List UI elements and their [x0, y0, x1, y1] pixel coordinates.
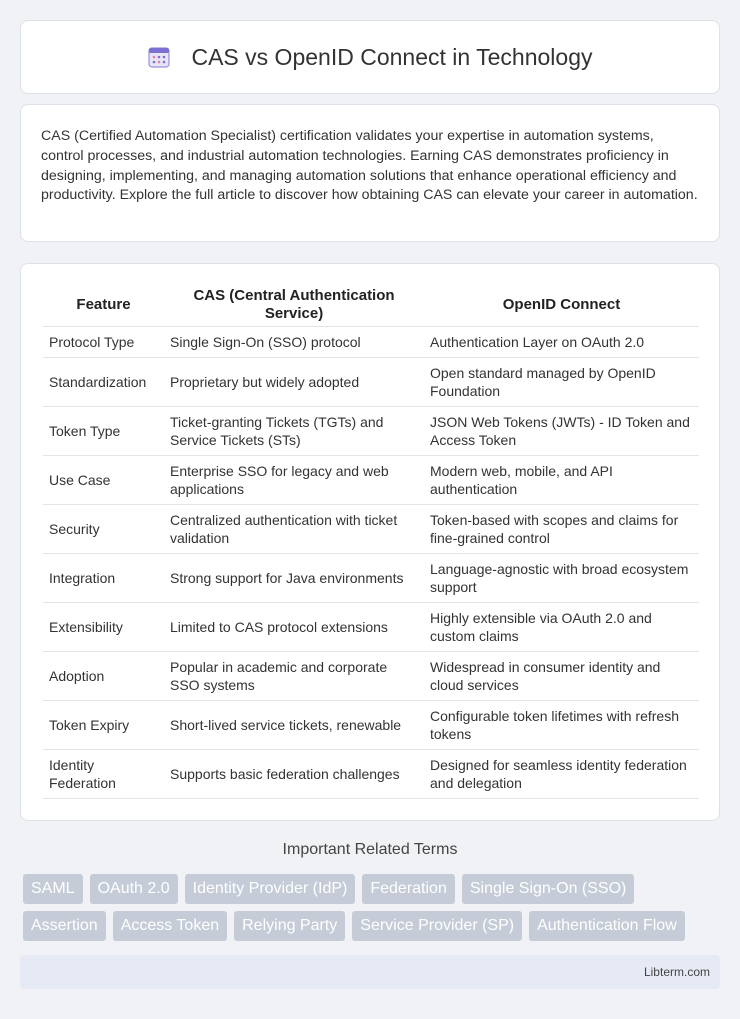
cas-cell: Limited to CAS protocol extensions — [164, 602, 424, 651]
related-term-tag[interactable]: Relying Party — [234, 911, 345, 941]
oidc-cell: Highly extensible via OAuth 2.0 and custom claims — [424, 602, 699, 651]
related-term-tag[interactable]: Assertion — [23, 911, 106, 941]
header-card — [20, 20, 720, 94]
related-term-tag[interactable]: Access Token — [113, 911, 227, 941]
oidc-cell: Language-agnostic with broad ecosystem support — [424, 553, 699, 602]
oidc-cell: Widespread in consumer identity and cloud services — [424, 651, 699, 700]
cas-cell: Centralized authentication with ticket validation — [164, 504, 424, 553]
related-term-tag[interactable]: Service Provider (SP) — [352, 911, 522, 941]
table-row — [43, 749, 699, 798]
table-header-row — [43, 284, 699, 326]
oidc-cell: Modern web, mobile, and API authentication — [424, 455, 699, 504]
oidc-cell: JSON Web Tokens (JWTs) - ID Token and Access Token — [424, 406, 699, 455]
feature-cell: Security — [43, 504, 164, 553]
footer — [20, 955, 720, 989]
feature-cell: Extensibility — [43, 602, 164, 651]
related-term-tag[interactable]: Federation — [362, 874, 455, 904]
related-term-tag[interactable]: Authentication Flow — [529, 911, 685, 941]
related-terms-title: Important Related Terms — [282, 841, 458, 858]
feature-cell: Protocol Type — [43, 326, 164, 357]
header-oidc: OpenID Connect — [424, 284, 699, 326]
feature-cell: Identity Federation — [43, 749, 164, 798]
header-cas: CAS (Central Authentication Service) — [164, 284, 424, 326]
cas-cell: Proprietary but widely adopted — [164, 357, 424, 406]
cas-cell: Short-lived service tickets, renewable — [164, 700, 424, 749]
related-term-tag[interactable]: Single Sign-On (SSO) — [462, 874, 635, 904]
table-row — [43, 455, 699, 504]
feature-cell: Token Expiry — [43, 700, 164, 749]
cas-cell: Enterprise SSO for legacy and web applications — [164, 455, 424, 504]
table-row — [43, 326, 699, 357]
related-terms-list — [23, 874, 723, 948]
feature-cell: Adoption — [43, 651, 164, 700]
table-row — [43, 406, 699, 455]
oidc-cell: Configurable token lifetimes with refresh tokens — [424, 700, 699, 749]
related-term-tag[interactable]: Identity Provider (IdP) — [185, 874, 356, 904]
cas-cell: Ticket-granting Tickets (TGTs) and Service Tickets (STs) — [164, 406, 424, 455]
feature-cell: Integration — [43, 553, 164, 602]
related-term-tag[interactable]: SAML — [23, 874, 83, 904]
oidc-cell: Designed for seamless identity federation and delegation — [424, 749, 699, 798]
page-title: CAS vs OpenID Connect in Technology — [191, 43, 593, 70]
header-feature: Feature — [43, 284, 164, 326]
cas-cell: Popular in academic and corporate SSO systems — [164, 651, 424, 700]
table-row — [43, 357, 699, 406]
cas-cell: Supports basic federation challenges — [164, 749, 424, 798]
footer-site: Libterm.com — [643, 965, 710, 979]
oidc-cell: Token-based with scopes and claims for fine-grained control — [424, 504, 699, 553]
feature-cell: Use Case — [43, 455, 164, 504]
oidc-cell: Authentication Layer on OAuth 2.0 — [424, 326, 699, 357]
calendar-icon — [147, 45, 171, 69]
table-row — [43, 602, 699, 651]
table-row — [43, 700, 699, 749]
table-row — [43, 651, 699, 700]
intro-card — [20, 104, 720, 242]
table-row — [43, 504, 699, 553]
cas-cell: Strong support for Java environments — [164, 553, 424, 602]
table-row — [43, 553, 699, 602]
comparison-table — [43, 284, 699, 799]
comparison-card — [20, 263, 720, 821]
cas-cell: Single Sign-On (SSO) protocol — [164, 326, 424, 357]
oidc-cell: Open standard managed by OpenID Foundation — [424, 357, 699, 406]
related-term-tag[interactable]: OAuth 2.0 — [90, 874, 178, 904]
feature-cell: Token Type — [43, 406, 164, 455]
feature-cell: Standardization — [43, 357, 164, 406]
intro-text: CAS (Certified Automation Specialist) certification validates your expertise in automation systems, control processes, and industrial automation technologies. Earning CAS demonstrates proficiency in designing, implementing, and managing automation solutions that enhance operational efficiency and productivity. Explore the full article to discover how obtaining CAS can elevate your career in automation. — [41, 128, 698, 204]
